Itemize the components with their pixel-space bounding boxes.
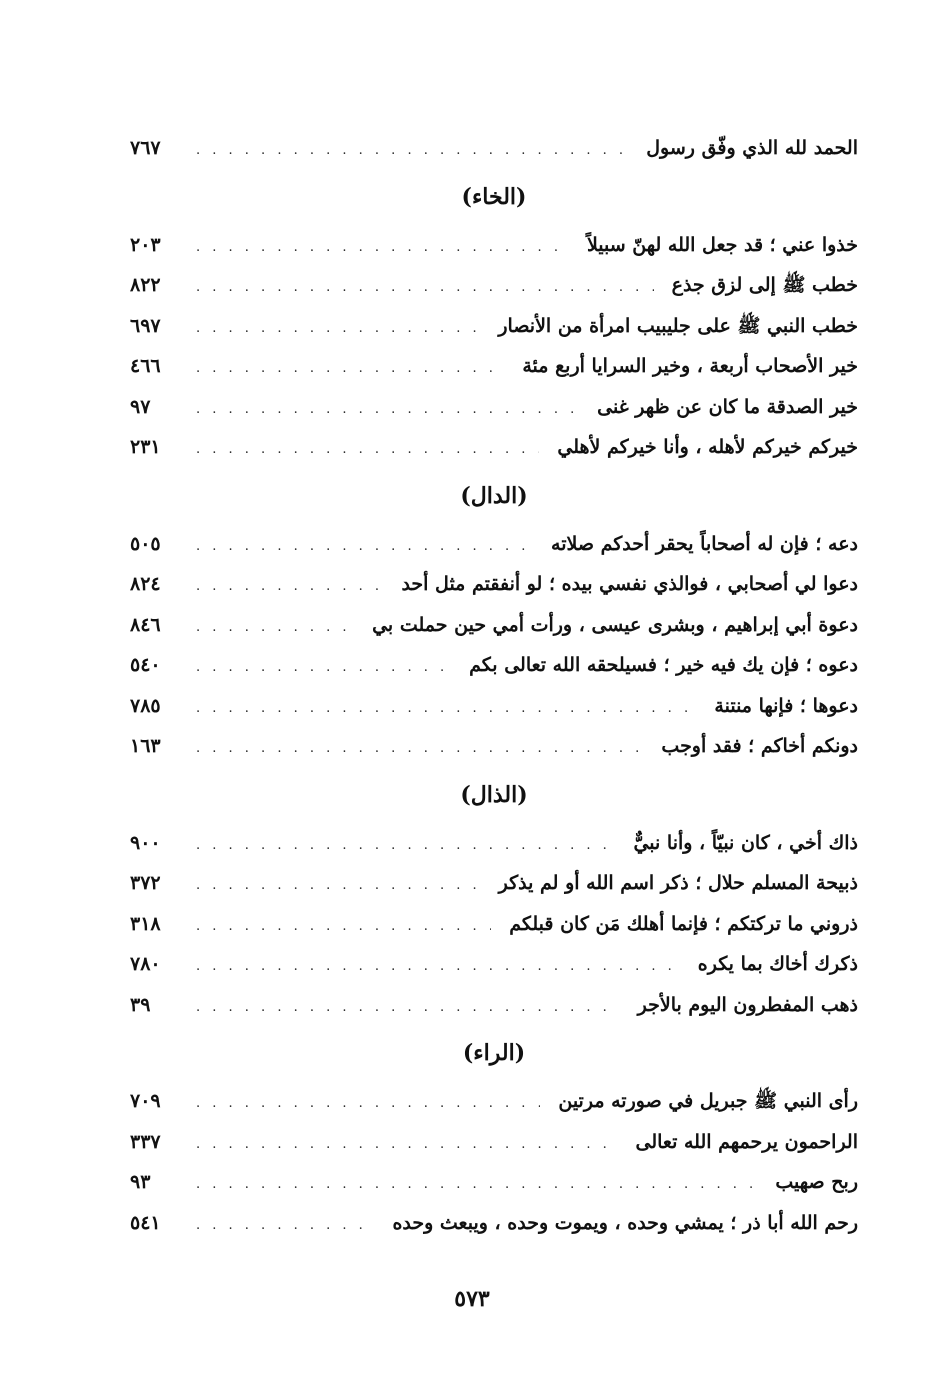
entry-page-number: ٩٠٠ — [130, 831, 161, 854]
index-entry — [130, 1203, 858, 1244]
entry-text: ذروني ما تركتكم ؛ فإنما أهلك مَن كان قبلكم — [509, 912, 858, 935]
entry-page-number: ٧٨٥ — [130, 694, 161, 717]
entry-text: ذكرك أخاك بما يكره — [697, 953, 858, 975]
section-heading: (الراء) — [462, 1040, 526, 1066]
index-entry — [130, 904, 858, 945]
index-entry — [130, 128, 858, 169]
entry-page-number: ٣٧٢ — [130, 872, 161, 894]
leader-dots — [196, 907, 491, 948]
entry-text: خيركم خيركم لأهله ، وأنا خيركم لأهلي — [557, 436, 858, 458]
entry-page-number: ٧٨٠ — [130, 953, 161, 975]
index-page — [130, 128, 858, 1243]
index-entry — [130, 1122, 858, 1163]
index-entry — [130, 863, 858, 904]
entry-text: خير الأصحاب أربعة ، وخير السرايا أربع مئة — [522, 355, 858, 377]
leader-dots — [196, 1084, 540, 1125]
index-entry — [130, 1162, 858, 1203]
entry-page-number: ٣٩ — [130, 993, 151, 1016]
index-entry — [130, 346, 858, 387]
leader-dots — [196, 866, 481, 907]
entry-text: دعوة أبي إبراهيم ، وبشرى عيسى ، ورأت أمي حين حملت بي — [372, 613, 858, 636]
leader-dots — [196, 689, 696, 730]
entry-text: ربح صهيب — [775, 1171, 858, 1193]
index-entry — [130, 306, 858, 347]
leader-dots — [196, 608, 354, 649]
leader-dots — [196, 390, 579, 431]
entry-page-number: ٧٠٩ — [130, 1090, 161, 1112]
entry-page-number: ٨٢٢ — [130, 274, 161, 296]
entry-text: دعوه ؛ فإن يك فيه خير ؛ فسيلحقه الله تعالى بكم — [469, 654, 858, 676]
entry-text: دعوها ؛ فإنها منتنة — [714, 694, 858, 717]
leader-dots — [196, 567, 383, 608]
index-entry — [130, 564, 858, 605]
leader-dots — [196, 527, 533, 568]
index-entry — [130, 686, 858, 727]
entry-text: رحم الله أبا ذر ؛ يمشي وحده ، ويموت وحده ، ويبعث وحده — [392, 1211, 858, 1234]
entry-page-number: ٥٤٠ — [130, 654, 161, 676]
leader-dots — [196, 1206, 374, 1247]
leader-dots — [196, 349, 504, 390]
index-entry — [130, 645, 858, 686]
entry-page-number: ٦٩٧ — [130, 314, 161, 337]
entry-text: دعوا لي أصحابي ، فوالذي نفسي بيده ؛ لو أنفقتم مثل أحد — [401, 573, 858, 595]
page-number: ٥٧٣ — [454, 1286, 490, 1312]
entry-page-number: ٨٤٦ — [130, 613, 161, 636]
entry-text: الحمد لله الذي وفّق رسول — [646, 137, 858, 159]
index-entry — [130, 605, 858, 646]
index-entry — [130, 944, 858, 985]
entry-page-number: ٣١٨ — [130, 912, 161, 935]
entry-page-number: ٥٤١ — [130, 1211, 161, 1234]
leader-dots — [196, 131, 628, 172]
index-entry — [130, 225, 858, 266]
index-entry — [130, 387, 858, 428]
entry-page-number: ٥٠٥ — [130, 532, 161, 555]
entry-text: خطب النبي ﷺ على جليبيب امرأة من الأنصار — [498, 314, 858, 337]
index-entry — [130, 985, 858, 1026]
section-heading: (الذال) — [460, 781, 528, 808]
index-entry — [130, 265, 858, 306]
entry-page-number: ٧٦٧ — [130, 137, 161, 159]
section-heading: (الخاء) — [461, 183, 527, 210]
entry-text: خذوا عني ؛ قد جعل الله لهنّ سبيلاً — [586, 233, 858, 256]
entry-text: الراحمون يرحمهم الله تعالى — [635, 1130, 858, 1153]
entry-text: ذبيحة المسلم حلال ؛ ذكر اسم الله أو لم يذكر — [498, 872, 858, 894]
entry-text: دونكم أخاكم ؛ فقد أوجب — [661, 735, 858, 757]
leader-dots — [196, 228, 569, 269]
leader-dots — [196, 1165, 757, 1206]
entry-page-number: ٩٣ — [130, 1171, 151, 1193]
entry-text: خير الصدقة ما كان عن ظهر غنى — [597, 395, 858, 418]
entry-page-number: ١٦٣ — [130, 735, 161, 757]
entry-page-number: ٣٣٧ — [130, 1130, 161, 1153]
index-entry — [130, 726, 858, 767]
leader-dots — [196, 729, 643, 770]
entry-text: ذهب المفطرون اليوم بالأجر — [637, 993, 858, 1016]
entry-page-number: ٤٦٦ — [130, 355, 161, 377]
leader-dots — [196, 947, 680, 988]
entry-page-number: ٢٣١ — [130, 436, 161, 458]
leader-dots — [196, 988, 620, 1029]
entry-page-number: ٨٢٤ — [130, 573, 161, 595]
leader-dots — [196, 268, 654, 309]
entry-page-number: ٢٠٣ — [130, 233, 161, 256]
section-heading: (الدال) — [460, 482, 528, 509]
leader-dots — [196, 430, 539, 471]
leader-dots — [196, 309, 480, 350]
leader-dots — [196, 648, 451, 689]
entry-text: دعه ؛ فإن له أصحاباً يحقر أحدكم صلاته — [551, 532, 858, 555]
leader-dots — [196, 1125, 618, 1166]
entry-text: رأى النبي ﷺ جبريل في صورته مرتين — [558, 1090, 858, 1112]
entry-text: خطب ﷺ إلى لزق جذع — [671, 274, 858, 296]
index-entry — [130, 1081, 858, 1122]
index-entry — [130, 524, 858, 565]
index-entry — [130, 427, 858, 468]
entry-text: ذاك أخي ، كان نبيّاً ، وأنا نبيٌّ — [633, 831, 858, 854]
index-entry — [130, 823, 858, 864]
leader-dots — [196, 826, 615, 867]
entry-page-number: ٩٧ — [130, 395, 151, 418]
